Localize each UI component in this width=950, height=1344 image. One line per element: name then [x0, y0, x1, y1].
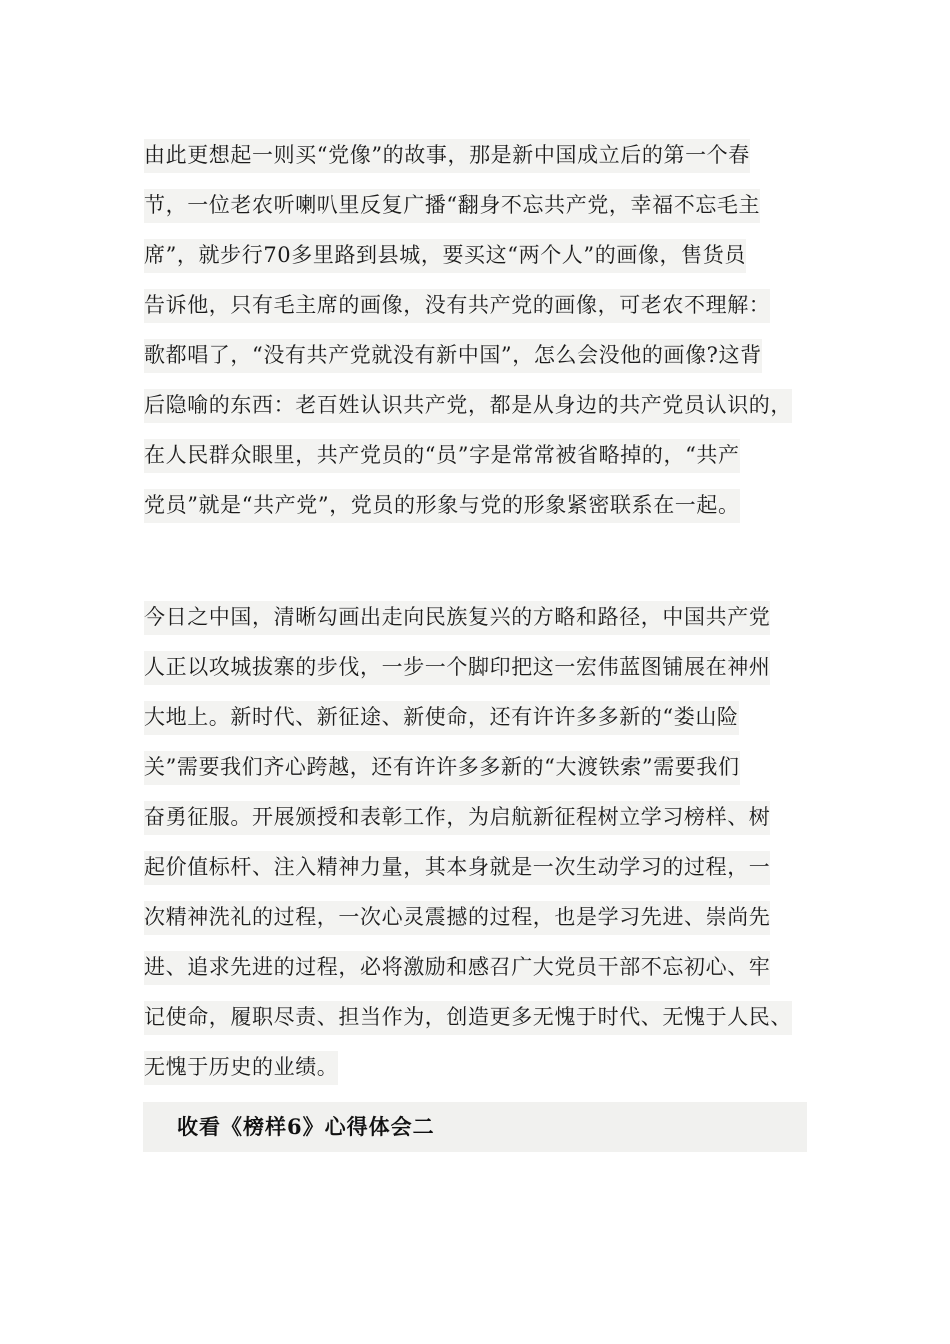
text-line [144, 230, 824, 280]
text-line [144, 280, 824, 330]
line-text: 告诉他，只有毛主席的画像，没有共产党的画像，可老农不理解： [144, 289, 770, 323]
text-line [144, 992, 824, 1042]
paragraph-today [144, 592, 824, 1092]
line-text: 记使命，履职尽责、担当作为，创造更多无愧于时代、无愧于人民、 [144, 1001, 792, 1035]
section-heading-text: 收看《榜样6》心得体会二 [177, 1114, 435, 1139]
text-line [144, 692, 824, 742]
line-text: 党员”就是“共产党”，党员的形象与党的形象紧密联系在一起。 [144, 489, 740, 523]
text-line [144, 180, 824, 230]
text-line [144, 842, 824, 892]
paragraph-story [144, 130, 824, 530]
text-line [144, 480, 824, 530]
line-text: 关”需要我们齐心跨越，还有许许多多新的“大渡铁索”需要我们 [144, 751, 740, 785]
text-line [144, 430, 824, 480]
line-text: 由此更想起一则买“党像”的故事，那是新中国成立后的第一个春 [144, 139, 750, 173]
line-text: 大地上。新时代、新征途、新使命，还有许许多多新的“娄山险 [144, 701, 739, 735]
text-line [144, 942, 824, 992]
text-line [144, 130, 824, 180]
text-line [144, 380, 824, 430]
line-text: 次精神洗礼的过程，一次心灵震撼的过程，也是学习先进、崇尚先 [144, 901, 770, 935]
text-line [144, 592, 824, 642]
line-text: 后隐喻的东西：老百姓认识共产党，都是从身边的共产党员认识的， [144, 389, 792, 423]
text-line [144, 742, 824, 792]
line-text: 无愧于历史的业绩。 [144, 1051, 338, 1085]
text-line [144, 792, 824, 842]
line-text: 起价值标杆、注入精神力量，其本身就是一次生动学习的过程，一 [144, 851, 770, 885]
line-text: 歌都唱了，“没有共产党就没有新中国”，怎么会没他的画像?这背 [144, 339, 762, 373]
line-text: 奋勇征服。开展颁授和表彰工作，为启航新征程树立学习榜样、树 [144, 801, 770, 835]
line-text: 今日之中国，清晰勾画出走向民族复兴的方略和路径，中国共产党 [144, 601, 770, 635]
section-heading [143, 1102, 807, 1152]
line-text: 人正以攻城拔寨的步伐，一步一个脚印把这一宏伟蓝图铺展在神州 [144, 651, 770, 685]
line-text: 节，一位老农听喇叭里反复广播“翻身不忘共产党，幸福不忘毛主 [144, 189, 760, 223]
text-line [144, 892, 824, 942]
line-text: 进、追求先进的过程，必将激励和感召广大党员干部不忘初心、牢 [144, 951, 770, 985]
text-line [144, 642, 824, 692]
text-line [144, 1042, 824, 1092]
line-text: 在人民群众眼里，共产党员的“员”字是常常被省略掉的，“共产 [144, 439, 740, 473]
line-text: 席”，就步行70多里路到县城，要买这“两个人”的画像，售货员 [144, 239, 746, 273]
text-line [144, 330, 824, 380]
